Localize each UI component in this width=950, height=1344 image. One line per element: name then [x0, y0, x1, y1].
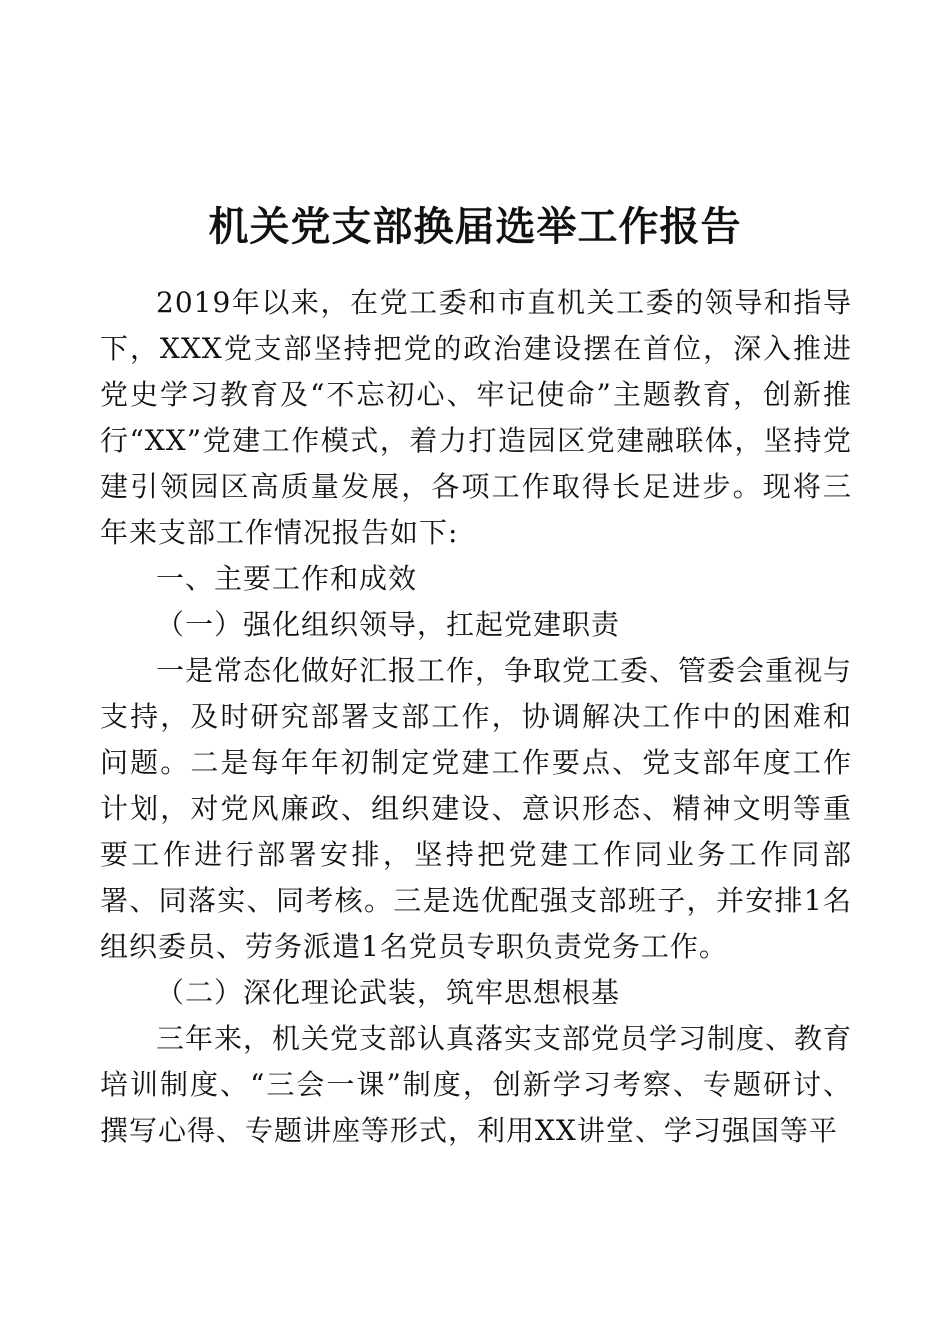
subsection-heading-1: （一）强化组织领导，扛起党建职责: [156, 608, 621, 641]
subsection-heading-2: （二）深化理论武装，筑牢思想根基: [156, 976, 621, 1009]
paragraph-organization: 一是常态化做好汇报工作，争取党工委、管委会重视与支持，及时研究部署支部工作，协调解决工作中的困难和问题。二是每年年初制定党建工作要点、党支部年度工作计划，对党风廉政、组织建设、意识形态、精神文明等重要工作进行部署安排，坚持把党建工作同业务工作同部署、同落实、同考核。三是选优配强支部班子，并安排1名组织委员、劳务派遣1名党员专职负责党务工作。: [100, 654, 853, 963]
paragraph-intro: 2019年以来，在党工委和市直机关工委的领导和指导下，XXX党支部坚持把党的政治建设摆在首位，深入推进党史学习教育及“不忘初心、牢记使命”主题教育，创新推行“XX”党建工作模式，着力打造园区党建融联体，坚持党建引领园区高质量发展，各项工作取得长足进步。现将三年来支部工作情况报告如下:: [100, 286, 852, 549]
section-heading-main-work: 一、主要工作和成效: [156, 562, 418, 595]
document-title: 机关党支部换届选举工作报告: [208, 202, 742, 250]
paragraph-theory: 三年来，机关党支部认真落实支部党员学习制度、教育培训制度、“三会一课”制度，创新学习考察、专题研讨、撰写心得、专题讲座等形式，利用XX讲堂、学习强国等平: [100, 1022, 853, 1147]
document-body: [100, 280, 852, 1154]
